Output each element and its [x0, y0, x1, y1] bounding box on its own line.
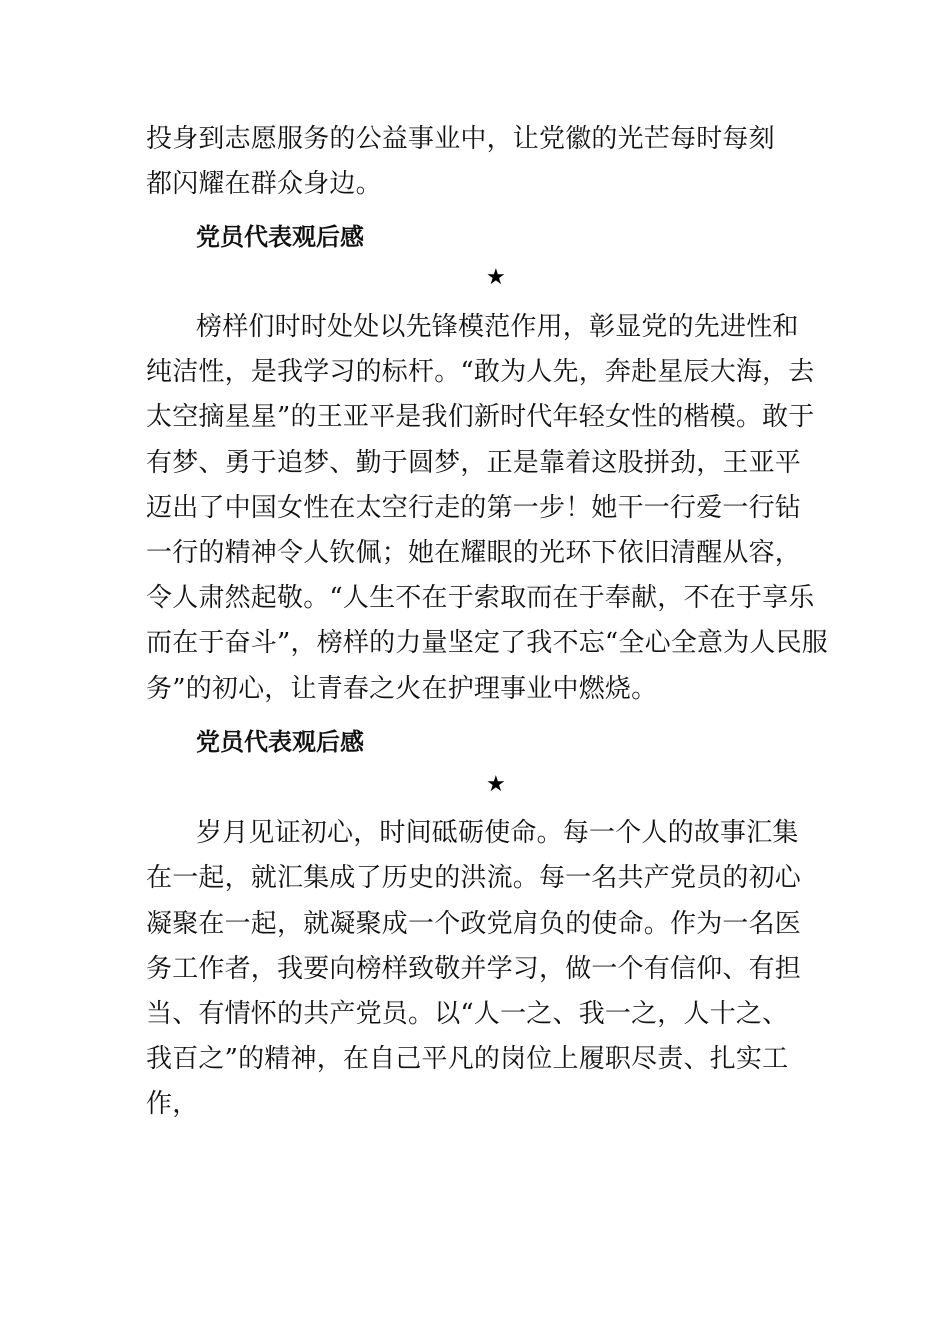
- section2-heading: 党员代表观后感: [196, 728, 364, 756]
- section1-line-8: 而在于奋斗”，榜样的力量坚定了我不忘“全心全意为人民服: [146, 628, 828, 658]
- section1-line-6: 一行的精神令人钦佩；她在耀眼的光环下依旧清醒从容，: [146, 538, 802, 568]
- section1-line-1: 榜样们时时处处以先锋模范作用，彰显党的先进性和: [196, 312, 799, 342]
- section1-heading: 党员代表观后感: [196, 223, 364, 251]
- section2-line-1: 岁月见证初心，时间砥砺使命。每一个人的故事汇集: [196, 818, 799, 848]
- section2-line-3: 凝聚在一起，就凝聚成一个政党肩负的使命。作为一名医: [146, 909, 802, 939]
- section2-star-icon: ★: [486, 772, 506, 797]
- section2-line-4: 务工作者，我要向榜样致敬并学习，做一个有信仰、有担: [146, 954, 802, 984]
- section1-line-9: 务”的初心，让青春之火在护理事业中燃烧。: [146, 674, 658, 704]
- section2-line-2: 在一起，就汇集成了历史的洪流。每一名共产党员的初心: [146, 863, 802, 893]
- section1-line-3: 太空摘星星”的王亚平是我们新时代年轻女性的楷模。敢于: [146, 402, 815, 432]
- intro-line-2: 都闪耀在群众身边。: [146, 169, 382, 199]
- section1-line-2: 纯洁性，是我学习的标杆。“敢为人先，奔赴星辰大海，去: [146, 357, 815, 387]
- section2-line-5: 当、有情怀的共产党员。以“人一之、我一之，人十之、: [146, 999, 789, 1029]
- section1-line-4: 有梦、勇于追梦、勤于圆梦，正是靠着这股拼劲，王亚平: [146, 448, 802, 478]
- section2-line-6: 我百之”的精神，在自己平凡的岗位上履职尽责、扎实工: [146, 1044, 789, 1074]
- section1-star-icon: ★: [486, 265, 506, 290]
- section1-line-7: 令人肃然起敬。“人生不在于索取而在于奉献，不在于享乐: [146, 583, 815, 613]
- intro-line-1: 投身到志愿服务的公益事业中，让党徽的光芒每时每刻: [146, 124, 775, 154]
- section2-line-7: 作，: [146, 1089, 199, 1119]
- section1-line-5: 迈出了中国女性在太空行走的第一步！她干一行爱一行钻: [146, 493, 802, 523]
